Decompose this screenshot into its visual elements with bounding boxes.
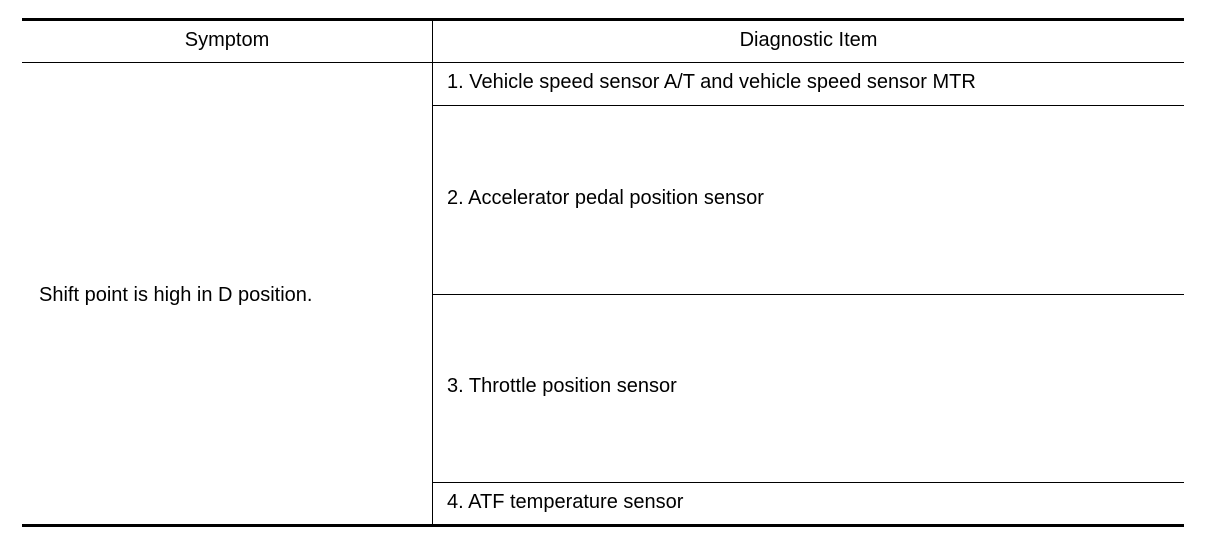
table-bottom-border bbox=[22, 524, 1184, 527]
diagnostic-item-1: 1. Vehicle speed sensor A/T and vehicle speed sensor MTR bbox=[447, 71, 976, 93]
symptom-cell: Shift point is high in D position. bbox=[39, 284, 313, 306]
diagnostic-item-2: 2. Accelerator pedal position sensor bbox=[447, 187, 764, 209]
header-bottom-border bbox=[22, 62, 1184, 63]
diagnostic-item-4: 4. ATF temperature sensor bbox=[447, 491, 684, 513]
column-divider bbox=[432, 21, 433, 524]
item-divider-3 bbox=[432, 482, 1184, 483]
item-divider-1 bbox=[432, 105, 1184, 106]
diagnostic-item-header: Diagnostic Item bbox=[739, 29, 878, 51]
diagnostic-item-3: 3. Throttle position sensor bbox=[447, 375, 677, 397]
diagnostic-table bbox=[22, 18, 1184, 527]
symptom-header: Symptom bbox=[184, 29, 270, 51]
item-divider-2 bbox=[432, 294, 1184, 295]
table-top-border bbox=[22, 18, 1184, 21]
